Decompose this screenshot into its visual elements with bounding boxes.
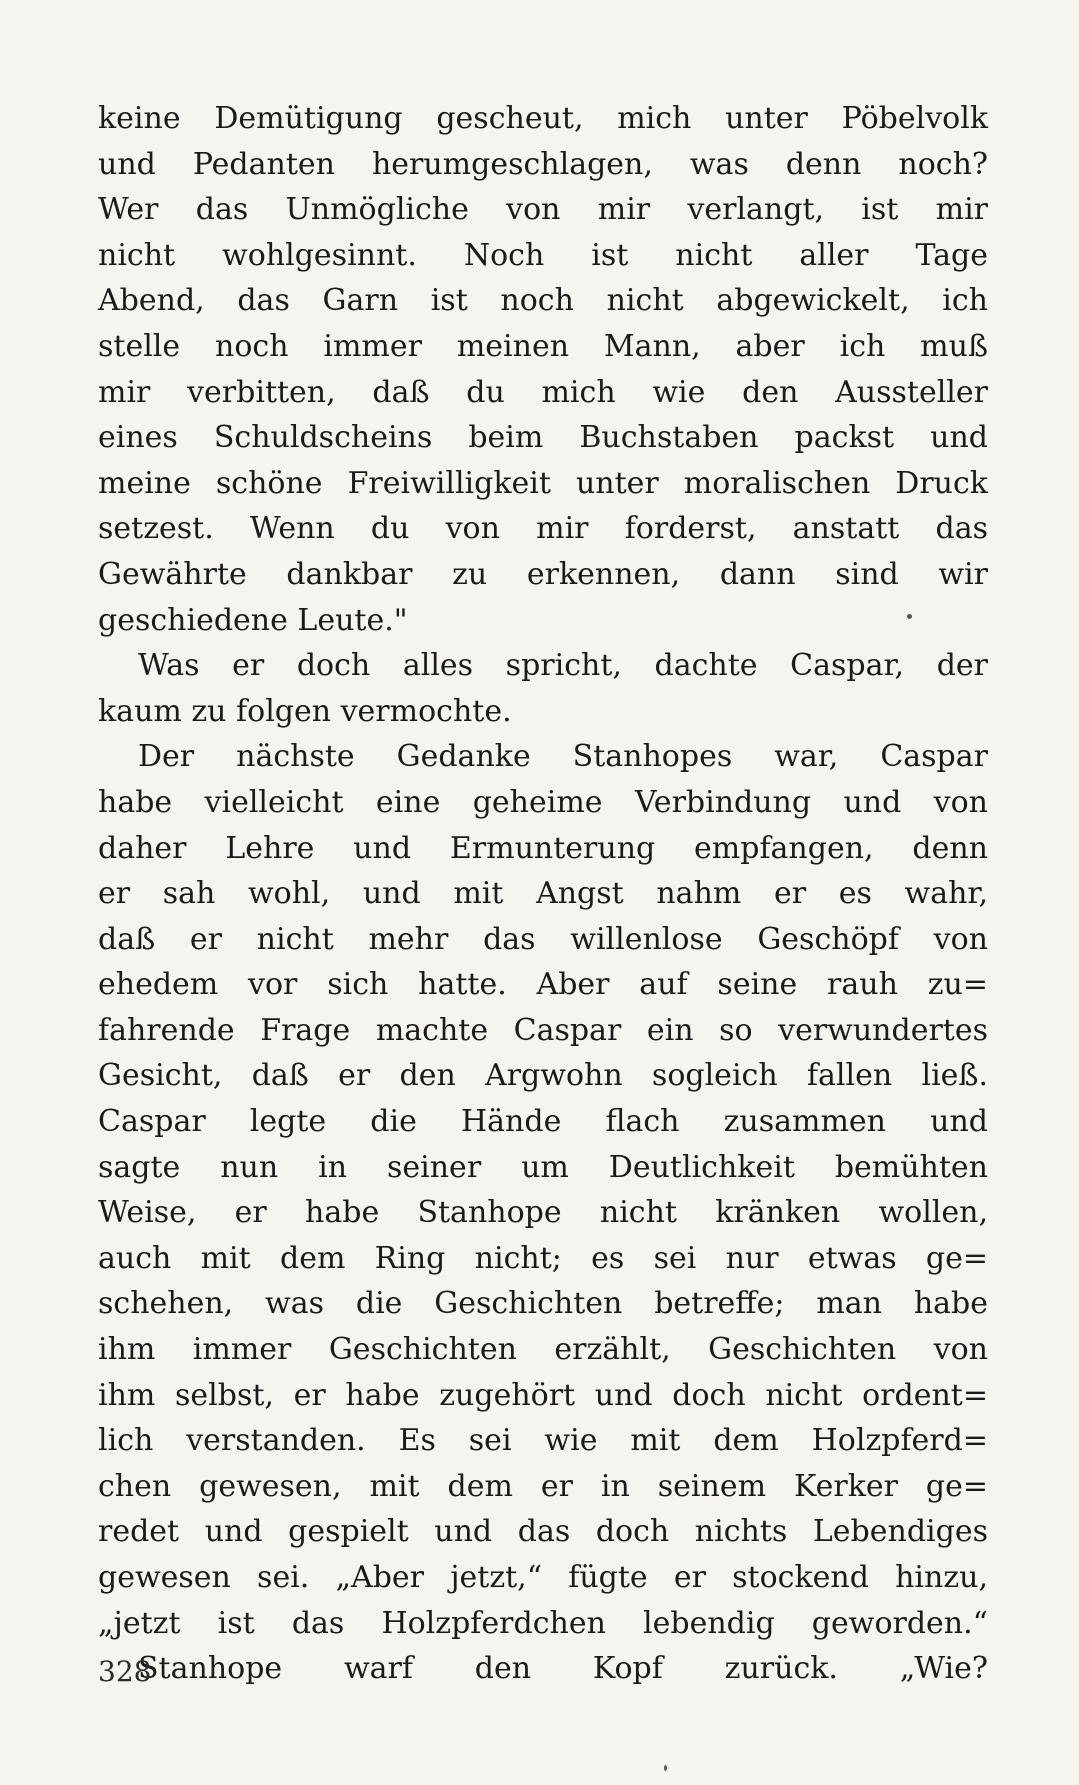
text-line: stelle noch immer meinen Mann, aber ich muß [98,328,988,364]
text-line: daß er nicht mehr das willenlose Geschöpf von [98,921,988,957]
text-line: ehedem vor sich hatte. Aber auf seine rauh zu= [98,967,988,1003]
text-line: geschiedene Leute." [98,602,408,638]
text-line: fahrende Frage machte Caspar ein so verwundertes [98,1012,988,1048]
text-line: Gewährte dankbar zu erkennen, dann sind wir [98,556,988,592]
text-line: keine Demütigung gescheut, mich unter Pöbelvolk [98,101,988,136]
speck [907,614,912,619]
text-line: ihm immer Geschichten erzählt, Geschichten von [98,1332,988,1368]
text-line: Wer das Unmögliche von mir verlangt, ist mir [98,192,988,228]
body-text [98,96,988,1692]
text-line: schehen, was die Geschichten betreffe; man habe [98,1286,988,1322]
text-line: Gesicht, daß er den Argwohn sogleich fallen ließ. [98,1058,988,1094]
text-line: Der nächste Gedanke Stanhopes war, Caspar [138,739,988,775]
text-line: mir verbitten, daß du mich wie den Aussteller [98,374,988,410]
text-line: meine schöne Freiwilligkeit unter moralischen Druck [98,465,988,501]
text-line: lich verstanden. Es sei wie mit dem Holzpferd= [98,1423,988,1459]
text-line: habe vielleicht eine geheime Verbindung und von [98,784,988,820]
text-line: Caspar legte die Hände flach zusammen und [98,1104,988,1140]
text-line: auch mit dem Ring nicht; es sei nur etwas ge= [98,1240,988,1276]
speck [664,1765,667,1771]
text-line: eines Schuldscheins beim Buchstaben packst und [98,420,988,456]
text-line: nicht wohlgesinnt. Noch ist nicht aller Tage [98,237,988,273]
text-line: Weise, er habe Stanhope nicht kränken wollen, [98,1195,988,1231]
text-line: gewesen sei. „Aber jetzt,“ fügte er stockend hinzu, [98,1560,988,1595]
text-line: und Pedanten herumgeschlagen, was denn noch? [98,146,988,182]
text-line: daher Lehre und Ermunterung empfangen, denn [98,830,988,866]
text-line: Was er doch alles spricht, dachte Caspar, der [138,648,988,684]
text-line: er sah wohl, und mit Angst nahm er es wahr, [98,876,988,912]
text-line: Abend, das Garn ist noch nicht abgewickelt, ich [98,283,988,319]
text-line: Stanhope warf den Kopf zurück. „Wie? [138,1651,988,1687]
text-line: setzest. Wenn du von mir forderst, anstatt das [98,511,988,547]
text-line: kaum zu folgen vermochte. [98,693,512,729]
text-line: chen gewesen, mit dem er in seinem Kerker ge= [98,1468,988,1504]
page-number: 328 [98,1655,152,1688]
text-line: sagte nun in seiner um Deutlichkeit bemühten [98,1149,988,1185]
text-line: „jetzt ist das Holzpferdchen lebendig geworden.“ [98,1605,988,1641]
text-line: redet und gespielt und das doch nichts Lebendiges [98,1514,988,1550]
text-line: ihm selbst, er habe zugehört und doch nicht ordent= [98,1377,988,1413]
